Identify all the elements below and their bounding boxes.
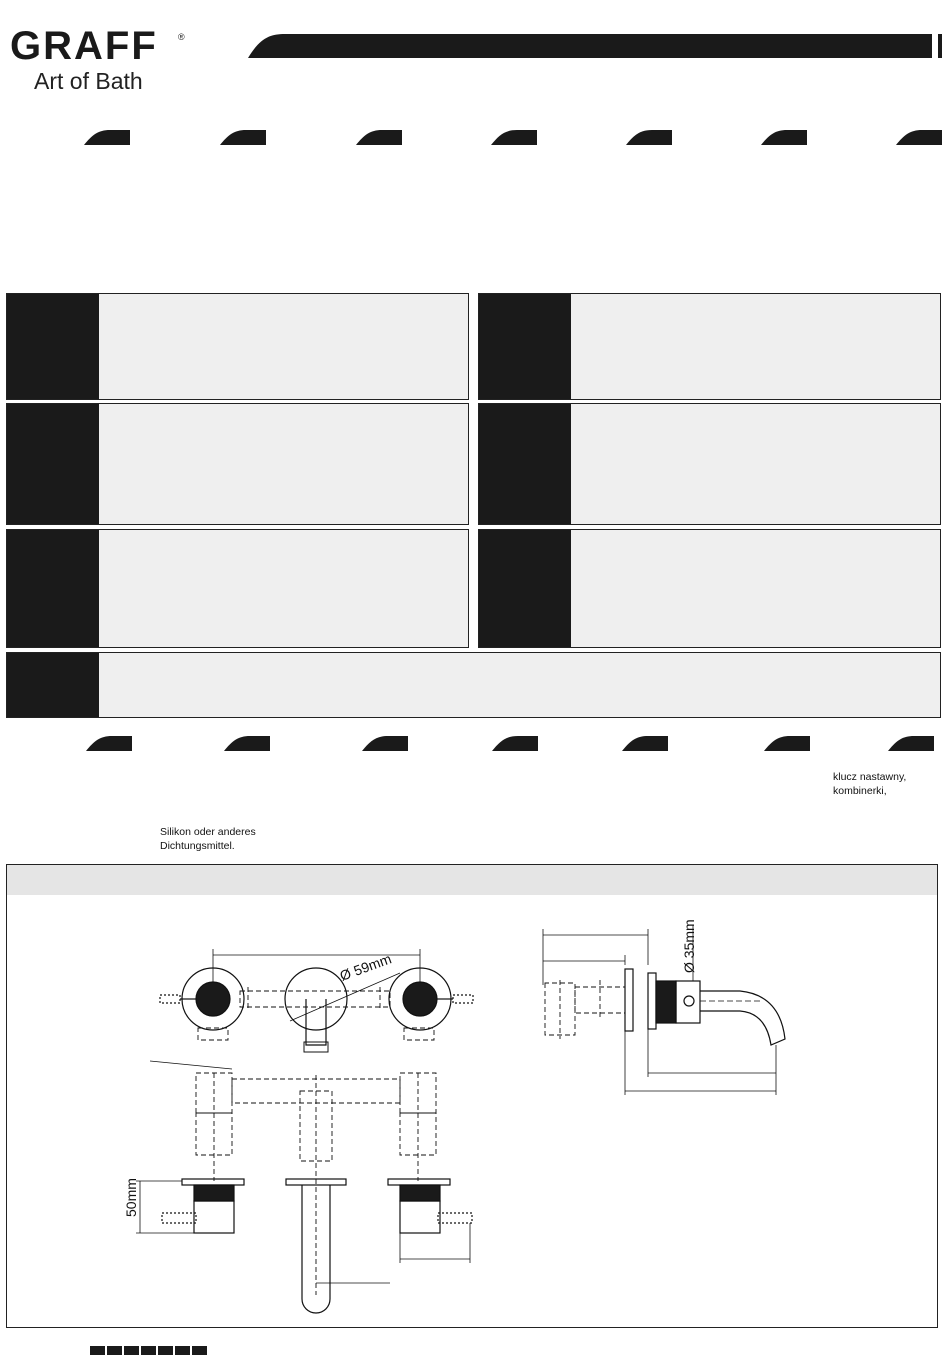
section-tab [220, 130, 266, 145]
page-indicator [158, 1346, 173, 1355]
page-indicator [175, 1346, 190, 1355]
tools-note [833, 770, 906, 798]
sealant-note [160, 825, 256, 853]
section-tab [888, 736, 934, 751]
section-tab [491, 130, 537, 145]
brand-logo: GRAFF [10, 24, 158, 68]
section-tab [86, 736, 132, 751]
info-panel-2 [478, 293, 941, 400]
section-tabs-top [0, 126, 950, 148]
info-panel-1 [6, 293, 469, 400]
page-indicator [192, 1346, 207, 1355]
side-view [543, 919, 785, 1095]
section-tab [356, 130, 402, 145]
section-tab [761, 130, 807, 145]
technical-drawing-header [7, 865, 937, 895]
info-panel-3 [6, 403, 469, 525]
section-tab [896, 130, 942, 145]
header-bar [240, 30, 950, 62]
rosette-diameter-label: Ø 59mm [337, 950, 394, 984]
page-indicator [141, 1346, 156, 1355]
sealant-note-line-1: Silikon oder anderes [160, 826, 256, 838]
info-panel-5 [6, 529, 469, 648]
front-view [160, 949, 473, 1052]
section-tabs-bottom [0, 732, 950, 754]
page-indicator [124, 1346, 139, 1355]
section-tab [362, 736, 408, 751]
tools-note-line-1: klucz nastawny, [833, 771, 907, 783]
registered-mark: ® [178, 32, 185, 42]
page-indicator [107, 1346, 122, 1355]
section-tab [224, 736, 270, 751]
sealant-note-line-2: Dichtungsmittel. [160, 840, 235, 852]
plan-view [123, 1061, 472, 1313]
info-panel-4 [478, 403, 941, 525]
brand-tagline: Art of Bath [34, 68, 143, 94]
section-tab [492, 736, 538, 751]
section-tab [84, 130, 130, 145]
section-tab [626, 130, 672, 145]
handle-diameter-label: Ø 35mm [681, 919, 697, 973]
section-tab [764, 736, 810, 751]
page-indicator [90, 1346, 105, 1355]
section-tab [622, 736, 668, 751]
technical-drawing [0, 895, 950, 1327]
tools-note-line-2: kombinerki, [833, 785, 887, 797]
info-panel-wide [6, 652, 941, 718]
valve-height-label: 50mm [123, 1178, 139, 1217]
info-panel-6 [478, 529, 941, 648]
